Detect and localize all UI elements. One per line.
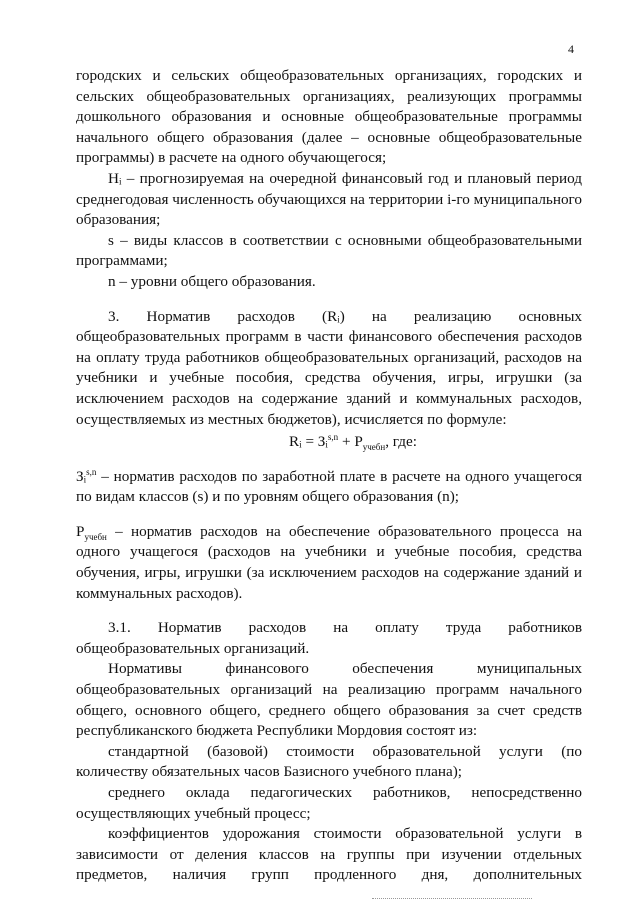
paragraph-3-heading: 3. Норматив расходов (Rᵢ) на реализацию основных общеобразовательных программ в части финансового обеспечения расходов на оплату труда работников общеобразовательных организаций, расходов на учебники и учебные пособия, средства обучения, игры, игрушки (за исключением расходов на содержание зданий и коммунальных расходов, осуществляемых из местных бюджетов), исчисляется по формуле:: [76, 307, 582, 428]
formula-lhs: Rᵢ = Зᵢ: [289, 433, 328, 451]
paragraph-1: городских и сельских общеобразовательных организациях, городских и сельских общеобразовательных организациях, реализующих программы дошкольного образования и основные общеобразовательные программы начального общего образования (далее – основные общеобразовательные программы) в расчете на одного обучающегося;: [76, 67, 582, 167]
document-body: [76, 66, 582, 886]
formula-plus: + Р: [338, 433, 363, 451]
p-text: – норматив расходов на обеспечение образовательного процесса на одного учащегося (расходов на учебники и учебные пособия, средства обучения, игры, игрушки (за исключением расходов на содержание зданий и коммунальных расходов).: [76, 522, 582, 602]
z-text: – норматив расходов по заработной плате в расчете на одного учащегося по видам классов (s) и по уровням общего образования (n);: [76, 467, 582, 506]
scan-artifact: [372, 898, 532, 901]
paragraph-3: s – виды классов в соответствии с основными общеобразовательными программами;: [76, 231, 582, 270]
z-sup: s,n: [86, 466, 97, 477]
p-symbol: Р: [76, 522, 85, 540]
paragraph-coefficients: коэффициентов удорожания стоимости образовательной услуги в зависимости от деления классов на группы при изучении отдельных предметов, наличия групп продленного дня, дополнительных: [76, 825, 582, 884]
paragraph-p-definition: [76, 522, 582, 604]
formula-sup: s,n: [327, 432, 339, 443]
paragraph-2: Hᵢ – прогнозируемая на очередной финансовый год и плановый период среднегодовая численность обучающихся на территории i-го муниципального образования;: [76, 169, 582, 229]
page-number: 4: [568, 42, 574, 56]
paragraph-standard-cost: стандартной (базовой) стоимости образовательной услуги (по количеству обязательных часов Базисного учебного плана);: [76, 742, 582, 781]
paragraph-normatives: Нормативы финансового обеспечения муниципальных общеобразовательных организаций на реализацию программ начального общего, основного общего, среднего общего образования за счет средств республиканского бюджета Республики Мордовия состоят из:: [76, 660, 582, 740]
paragraph-z-definition: [76, 467, 582, 508]
paragraph-3-1: 3.1. Норматив расходов на оплату труда работников общеобразовательных организаций.: [76, 619, 582, 657]
formula-sub: учебн: [362, 442, 386, 453]
paragraph-4: n – уровни общего образования.: [108, 272, 316, 290]
formula: [124, 432, 582, 453]
paragraph-average-salary: среднего оклада педагогических работников, непосредственно осуществляющих учебный процесс;: [76, 784, 582, 822]
z-symbol: Зᵢ: [76, 467, 87, 485]
formula-tail: , где:: [385, 433, 417, 451]
p-sub: учебн: [84, 531, 107, 542]
